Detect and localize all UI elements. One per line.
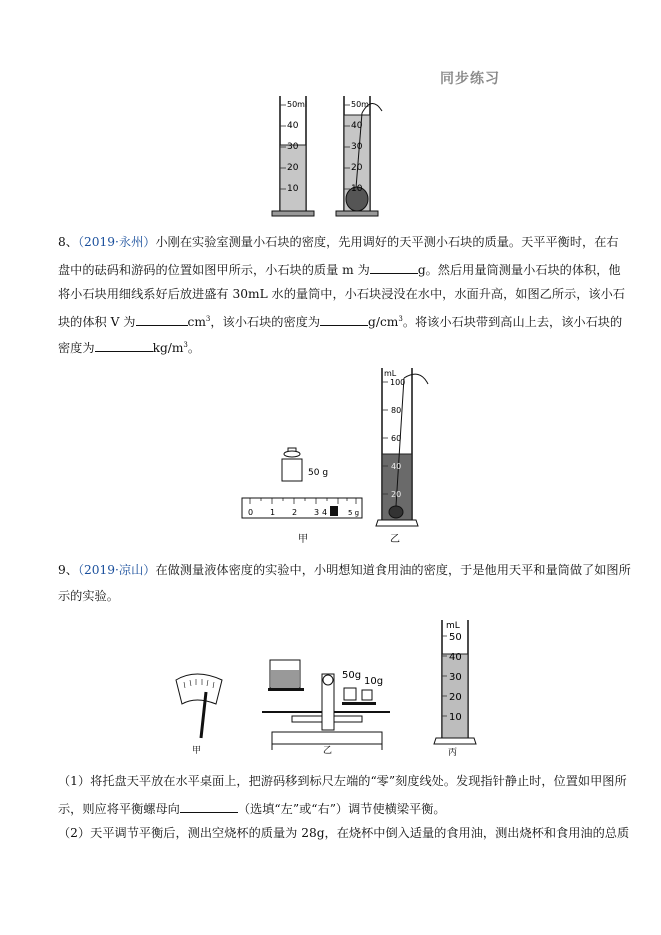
ruler-tick: 0 <box>248 508 254 517</box>
q9-source: （2019·凉山） <box>77 563 156 577</box>
q8-figure <box>236 364 436 550</box>
tick-label: 30 <box>351 142 363 152</box>
q8-line-4: 块的体积 V 为 $cm^3$，该小石块的密度为 $g/cm^3$。将该小石块带到高山上去，该小石块的 <box>58 314 623 329</box>
ruler-tick: 4 <box>322 508 328 517</box>
q8-line-3: 将小石块用细线系好后放进盛有 30mL 水的量筒中，小石块浸没在水中，水面升高，如图乙所示，该小石 <box>58 287 625 301</box>
q9-line-2: 示的实验。 <box>58 589 119 603</box>
ruler-tick: 3 <box>314 508 320 517</box>
cyl-tick: 80 <box>391 406 402 415</box>
tick-label: 40 <box>287 121 299 131</box>
q9-number: 9、 <box>58 563 78 577</box>
ruler-tick: 2 <box>292 508 298 517</box>
fig-label-yi: 乙 <box>323 746 333 756</box>
answer-blank-density-mountain[interactable] <box>95 340 153 352</box>
answer-blank-density[interactable] <box>320 314 368 326</box>
cylinder-q9 <box>434 620 476 758</box>
weight-50g <box>282 448 328 481</box>
cyl-unit: mL <box>446 621 460 631</box>
tick-label: 10 <box>351 184 363 194</box>
cyl-tick: 10 <box>449 712 462 723</box>
cyl-tick: 40 <box>391 462 402 471</box>
cyl-tick: 100 <box>390 378 406 387</box>
fig-label-jia: 甲 <box>298 534 308 545</box>
cyl-tick: 20 <box>391 490 402 499</box>
cyl-tick: 30 <box>449 672 462 683</box>
q8-line-2: 盘中的砝码和游码的位置如图甲所示，小石块的质量 m 为 g。然后用量筒测量小石块的体积，他 <box>58 263 621 277</box>
q8-line-1 <box>58 235 619 249</box>
q8-text: 小刚在实验室测量小石块的密度，先用调好的天平测小石块的质量。天平平衡时，在右 <box>155 235 619 249</box>
ruler-tick: 1 <box>270 508 276 517</box>
tick-label: 10 <box>287 184 299 194</box>
tick-label: 40 <box>351 121 363 131</box>
tick-label: 20 <box>351 163 363 173</box>
q9-line-1: 9、（2019·凉山）在做测量液体密度的实验中，小明想知道食用油的密度，于是他用天平和量筒做了如图所 <box>58 563 631 577</box>
cyl-tick: 20 <box>449 692 462 703</box>
q8-number: 8、 <box>58 235 78 249</box>
answer-blank-mass[interactable] <box>370 262 418 274</box>
q9-figure <box>168 612 478 762</box>
q8-source: （2019·永州） <box>77 235 156 249</box>
tick-label: 50ml <box>287 100 308 109</box>
q8-line-5: 密度为 $kg/m^3$。 <box>58 340 201 355</box>
fig-label-bing: 丙 <box>448 748 458 758</box>
rider-ruler <box>242 498 362 518</box>
fig-label-yi: 乙 <box>390 534 400 545</box>
cyl-tick: 40 <box>449 652 462 663</box>
q9-sub1-line-1: （1）将托盘天平放在水平桌面上，把游码移到标尺左端的“零”刻度线处。发现指针静止时，位置如甲图所 <box>58 774 627 788</box>
weight-label: 50 g <box>308 468 329 478</box>
fig-label-jia: 甲 <box>192 746 202 756</box>
tick-label: 20 <box>287 163 299 173</box>
cyl-unit: mL <box>384 369 397 378</box>
q9-sub1-line-2: 示，则应将平衡螺母向 （选填“左”或“右”）调节使横梁平衡。 <box>58 802 446 816</box>
ruler-tick: 5 g <box>348 509 360 517</box>
cylinder-with-stone <box>336 96 382 216</box>
weight-label: 50g <box>342 670 362 681</box>
cyl-tick: 50 <box>449 632 462 643</box>
cyl-tick: 60 <box>391 434 402 443</box>
page-header: 同步练习 <box>440 71 500 87</box>
answer-blank-direction[interactable] <box>180 801 238 813</box>
q9-sub2-line-1: （2）天平调节平衡后，测出空烧杯的质量为 28g，在烧杯中倒入适量的食用油，测出烧杯和食用油的总质 <box>58 826 630 840</box>
cylinder-q8 <box>376 368 428 526</box>
weight-label: 10g <box>364 676 384 687</box>
pointer-dial <box>176 674 222 756</box>
cylinder-water-only <box>272 96 314 216</box>
tick-label: 50m <box>351 100 369 109</box>
cylinders-figure-top <box>268 93 388 219</box>
tick-label: 30 <box>287 142 299 152</box>
balance-scale <box>262 660 390 756</box>
answer-blank-volume[interactable] <box>136 314 188 326</box>
